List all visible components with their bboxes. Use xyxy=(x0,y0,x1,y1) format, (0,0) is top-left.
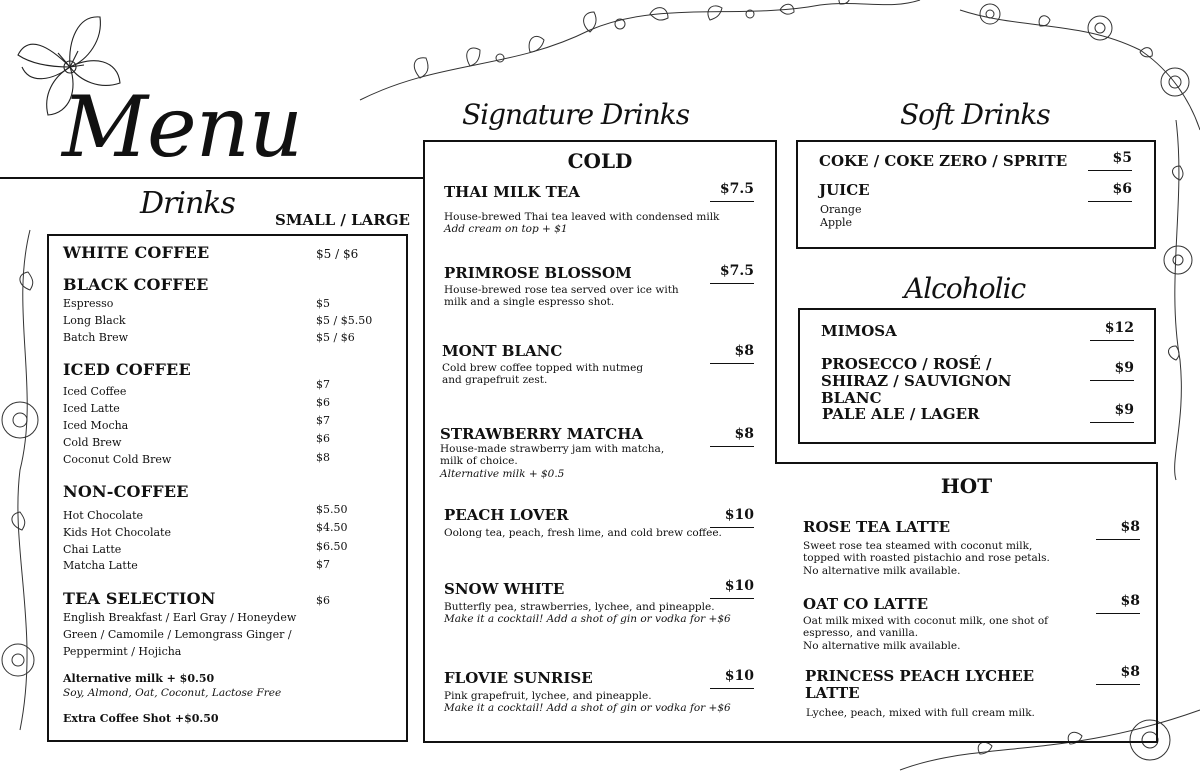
alt-milk-label: Alternative milk + $0.50 xyxy=(63,672,215,685)
long-black-item: Long Black xyxy=(63,314,126,327)
small-large-label: SMALL / LARGE xyxy=(275,211,410,229)
pale-ale-price: $9 xyxy=(1090,402,1134,423)
mont-blanc-desc: Cold brew coffee topped with nutmeg and grapefruit zest. xyxy=(442,362,644,386)
princess-peach-lychee-latte-name: PRINCESS PEACH LYCHEE LATTE xyxy=(805,667,1035,702)
top-floral-vine-illustration xyxy=(360,0,920,110)
hot-chocolate-price: $5.50 xyxy=(316,503,348,516)
flovie-sunrise-price: $10 xyxy=(710,668,754,689)
rose-tea-latte-desc2: No alternative milk available. xyxy=(803,565,961,577)
juice-price: $6 xyxy=(1088,181,1132,202)
long-black-price: $5 / $5.50 xyxy=(316,314,373,327)
tea-selection-title: TEA SELECTION xyxy=(63,589,216,608)
juice-apple: Apple xyxy=(820,216,853,229)
hot-panel-bottom-edge xyxy=(775,741,1158,743)
strawberry-matcha-name: STRAWBERRY MATCHA xyxy=(440,425,644,443)
juice-orange: Orange xyxy=(820,203,862,216)
coconut-cold-brew-item: Coconut Cold Brew xyxy=(63,453,172,466)
primrose-blossom-price: $7.5 xyxy=(710,263,754,284)
iced-coffee-price: $7 xyxy=(316,378,330,391)
cold-brew-item: Cold Brew xyxy=(63,436,122,449)
rose-tea-latte-desc: Sweet rose tea steamed with coconut milk, topped with roasted pistachio and rose petals. xyxy=(803,540,1050,564)
tea-line-1: English Breakfast / Earl Gray / Honeydew xyxy=(63,611,297,624)
tea-line-3: Peppermint / Hojicha xyxy=(63,645,182,658)
iced-mocha-item: Iced Mocha xyxy=(63,419,129,432)
cold-hot-divider xyxy=(775,462,1158,464)
batch-brew-price: $5 / $6 xyxy=(316,331,355,344)
flovie-sunrise-desc: Pink grapefruit, lychee, and pineapple. xyxy=(444,690,652,702)
hot-chocolate-item: Hot Chocolate xyxy=(63,509,144,522)
iced-coffee-item: Iced Coffee xyxy=(63,385,127,398)
cold-panel-right-edge xyxy=(775,140,777,464)
kids-hot-chocolate-item: Kids Hot Chocolate xyxy=(63,526,171,539)
flovie-sunrise-name: FLOVIE SUNRISE xyxy=(444,669,593,687)
peach-lover-name: PEACH LOVER xyxy=(444,506,569,524)
strawberry-matcha-price: $8 xyxy=(710,426,754,447)
tea-selection-price: $6 xyxy=(316,594,330,607)
peach-lover-desc: Oolong tea, peach, fresh lime, and cold brew coffee. xyxy=(444,527,722,539)
tea-line-2: Green / Camomile / Lemongrass Ginger / xyxy=(63,628,292,641)
mimosa-price: $12 xyxy=(1090,320,1134,341)
strawberry-matcha-note: Alternative milk + $0.5 xyxy=(440,468,565,480)
black-coffee-title: BLACK COFFEE xyxy=(63,275,209,294)
rose-tea-latte-price: $8 xyxy=(1096,519,1140,540)
snow-white-note: Make it a cocktail! Add a shot of gin or vodka for +$6 xyxy=(444,613,731,625)
oat-co-latte-desc2: No alternative milk available. xyxy=(803,640,961,652)
oat-co-latte-name: OAT CO LATTE xyxy=(803,595,929,613)
wine-name: PROSECCO / ROSÉ / SHIRAZ / SAUVIGNON BLANC xyxy=(821,355,1012,407)
matcha-latte-price: $7 xyxy=(316,558,330,571)
extra-shot-label: Extra Coffee Shot +$0.50 xyxy=(63,712,219,725)
oat-co-latte-desc: Oat milk mixed with coconut milk, one shot of espresso, and vanilla. xyxy=(803,615,1049,639)
iced-latte-item: Iced Latte xyxy=(63,402,120,415)
right-floral-illustration xyxy=(1156,120,1200,480)
iced-mocha-price: $7 xyxy=(316,414,330,427)
snow-white-name: SNOW WHITE xyxy=(444,580,565,598)
chai-latte-price: $6.50 xyxy=(316,540,348,553)
iced-latte-price: $6 xyxy=(316,396,330,409)
drinks-heading: Drinks xyxy=(140,186,235,221)
primrose-blossom-name: PRIMROSE BLOSSOM xyxy=(444,264,632,282)
snow-white-price: $10 xyxy=(710,578,754,599)
thai-milk-tea-name: THAI MILK TEA xyxy=(444,183,580,201)
kids-hot-chocolate-price: $4.50 xyxy=(316,521,348,534)
matcha-latte-item: Matcha Latte xyxy=(63,559,138,572)
wine-price: $9 xyxy=(1090,360,1134,381)
header-rule-left xyxy=(0,177,423,179)
non-coffee-title: NON-COFFEE xyxy=(63,482,189,501)
mont-blanc-price: $8 xyxy=(710,343,754,364)
coke-price: $5 xyxy=(1088,150,1132,171)
primrose-blossom-desc: House-brewed rose tea served over ice with milk and a single espresso shot. xyxy=(444,284,679,308)
thai-milk-tea-note: Add cream on top + $1 xyxy=(444,223,568,235)
espresso-price: $5 xyxy=(316,297,330,310)
chai-latte-item: Chai Latte xyxy=(63,543,122,556)
menu-title: Menu xyxy=(62,78,302,176)
princess-peach-lychee-latte-desc: Lychee, peach, mixed with full cream milk. xyxy=(806,707,1035,719)
mimosa-name: MIMOSA xyxy=(821,322,897,340)
mont-blanc-name: MONT BLANC xyxy=(442,342,563,360)
flovie-sunrise-note: Make it a cocktail! Add a shot of gin or vodka for +$6 xyxy=(444,702,731,714)
espresso-item: Espresso xyxy=(63,297,114,310)
strawberry-matcha-desc: House-made strawberry jam with matcha, milk of choice. xyxy=(440,443,665,467)
coconut-cold-brew-price: $8 xyxy=(316,451,330,464)
white-coffee-price: $5 / $6 xyxy=(316,247,359,261)
batch-brew-item: Batch Brew xyxy=(63,331,129,344)
left-floral-illustration xyxy=(0,230,50,750)
pale-ale-name: PALE ALE / LAGER xyxy=(822,405,980,423)
snow-white-desc: Butterfly pea, strawberries, lychee, and pineapple. xyxy=(444,601,715,613)
cold-heading: COLD xyxy=(567,149,633,173)
thai-milk-tea-desc: House-brewed Thai tea leaved with condensed milk xyxy=(444,211,720,223)
alt-milk-options: Soy, Almond, Oat, Coconut, Lactose Free xyxy=(63,687,282,699)
rose-tea-latte-name: ROSE TEA LATTE xyxy=(803,518,951,536)
hot-heading: HOT xyxy=(940,474,993,498)
soft-drinks-heading: Soft Drinks xyxy=(900,98,1050,131)
iced-coffee-title: ICED COFFEE xyxy=(63,360,191,379)
juice-name: JUICE xyxy=(819,181,870,199)
thai-milk-tea-price: $7.5 xyxy=(710,181,754,202)
oat-co-latte-price: $8 xyxy=(1096,593,1140,614)
signature-heading: Signature Drinks xyxy=(462,98,690,131)
alcoholic-heading: Alcoholic xyxy=(904,272,1026,305)
hot-panel-right-edge xyxy=(1156,462,1158,743)
cold-brew-price: $6 xyxy=(316,432,330,445)
peach-lover-price: $10 xyxy=(710,507,754,528)
white-coffee-title: WHITE COFFEE xyxy=(63,243,210,262)
coke-name: COKE / COKE ZERO / SPRITE xyxy=(819,152,1068,170)
princess-peach-lychee-latte-price: $8 xyxy=(1096,664,1140,685)
